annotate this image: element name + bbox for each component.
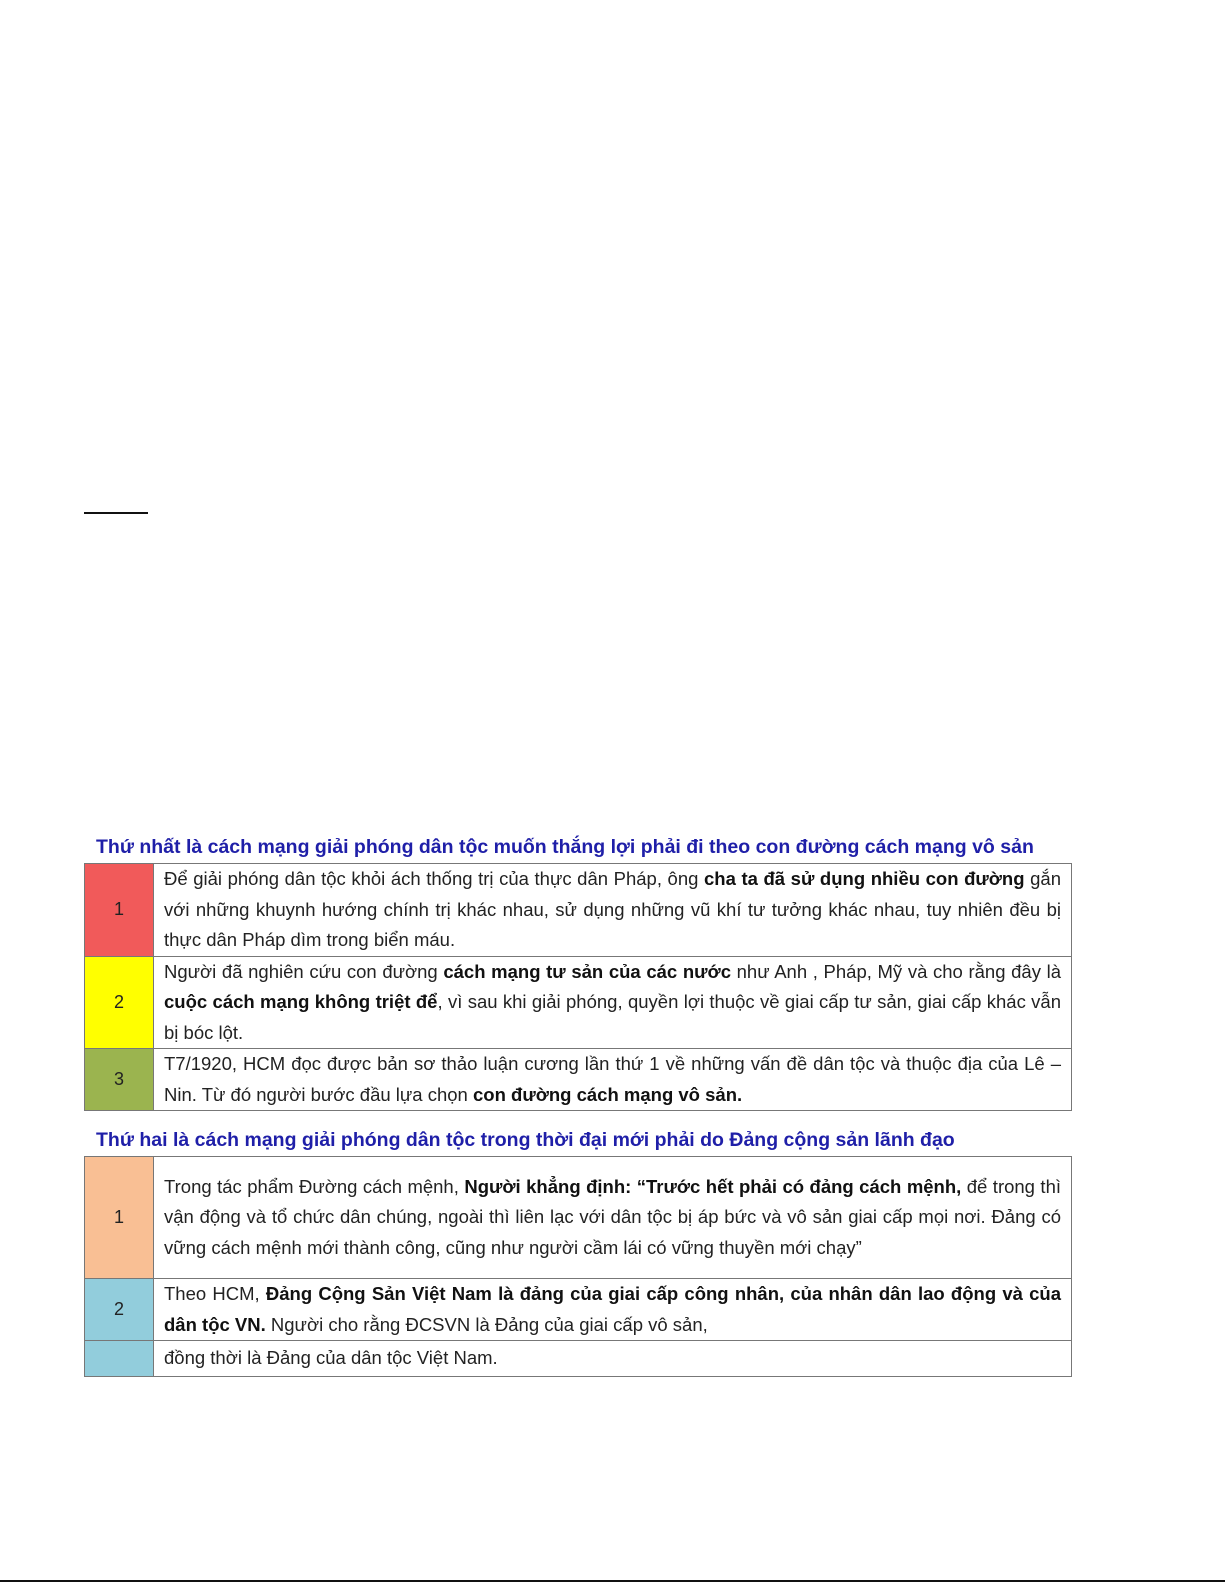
document-block	[84, 832, 1072, 1377]
row-text-cell: Để giải phóng dân tộc khỏi ách thống trị của thực dân Pháp, ông cha ta đã sử dụng nhiều con đường gắn với những khuynh hướng chính trị khác nhau, sử dụng những vũ khí tư tưởng khác nhau, tuy nhiên đều bị thực dân Pháp dìm trong biển máu.	[154, 864, 1072, 957]
row-text-cell: Theo HCM, Đảng Cộng Sản Việt Nam là đảng của giai cấp công nhân, của nhân dân lao động và của dân tộc VN. Người cho rằng ĐCSVN là Đảng của giai cấp vô sản,	[154, 1279, 1072, 1341]
row-number-cell: 1	[85, 864, 154, 957]
bottom-page-rule	[0, 1580, 1225, 1582]
table-row	[85, 864, 1072, 957]
section-2-heading: Thứ hai là cách mạng giải phóng dân tộc trong thời đại mới phải do Đảng cộng sản lãnh đạo	[96, 1129, 955, 1151]
table-row	[85, 1157, 1072, 1279]
table-row	[85, 956, 1072, 1049]
short-underline-rule	[84, 512, 148, 514]
section-2-table	[84, 1156, 1072, 1377]
row-text-cell: T7/1920, HCM đọc được bản sơ thảo luận cương lần thứ 1 về những vấn đề dân tộc và thuộc địa của Lê – Nin. Từ đó người bước đầu lựa chọn con đường cách mạng vô sản.	[154, 1049, 1072, 1111]
row-text-cell: Người đã nghiên cứu con đường cách mạng tư sản của các nước như Anh , Pháp, Mỹ và cho rằng đây là cuộc cách mạng không triệt để, vì sau khi giải phóng, quyền lợi thuộc về giai cấp tư sản, giai cấp khác vẫn bị bóc lột.	[154, 956, 1072, 1049]
row-number-cell: 2	[85, 956, 154, 1049]
row-number-cell: 2	[85, 1279, 154, 1341]
row-text-cell: Trong tác phẩm Đường cách mệnh, Người khẳng định: “Trước hết phải có đảng cách mệnh, để trong thì vận động và tổ chức dân chúng, ngoài thì liên lạc với dân tộc bị áp bức và vô sản giai cấp mọi nơi. Đảng có vững cách mệnh mới thành công, cũng như người cầm lái có vững thuyền mới chạy”	[154, 1157, 1072, 1279]
row-number-cell	[85, 1341, 154, 1377]
row-text-cell: đồng thời là Đảng của dân tộc Việt Nam.	[154, 1341, 1072, 1377]
table-row	[85, 1341, 1072, 1377]
row-number-cell: 3	[85, 1049, 154, 1111]
section-1-table	[84, 863, 1072, 1111]
section-1-heading: Thứ nhất là cách mạng giải phóng dân tộc muốn thắng lợi phải đi theo con đường cách mạng vô sản	[96, 836, 1034, 858]
table-row	[85, 1049, 1072, 1111]
table-row	[85, 1279, 1072, 1341]
row-number-cell: 1	[85, 1157, 154, 1279]
